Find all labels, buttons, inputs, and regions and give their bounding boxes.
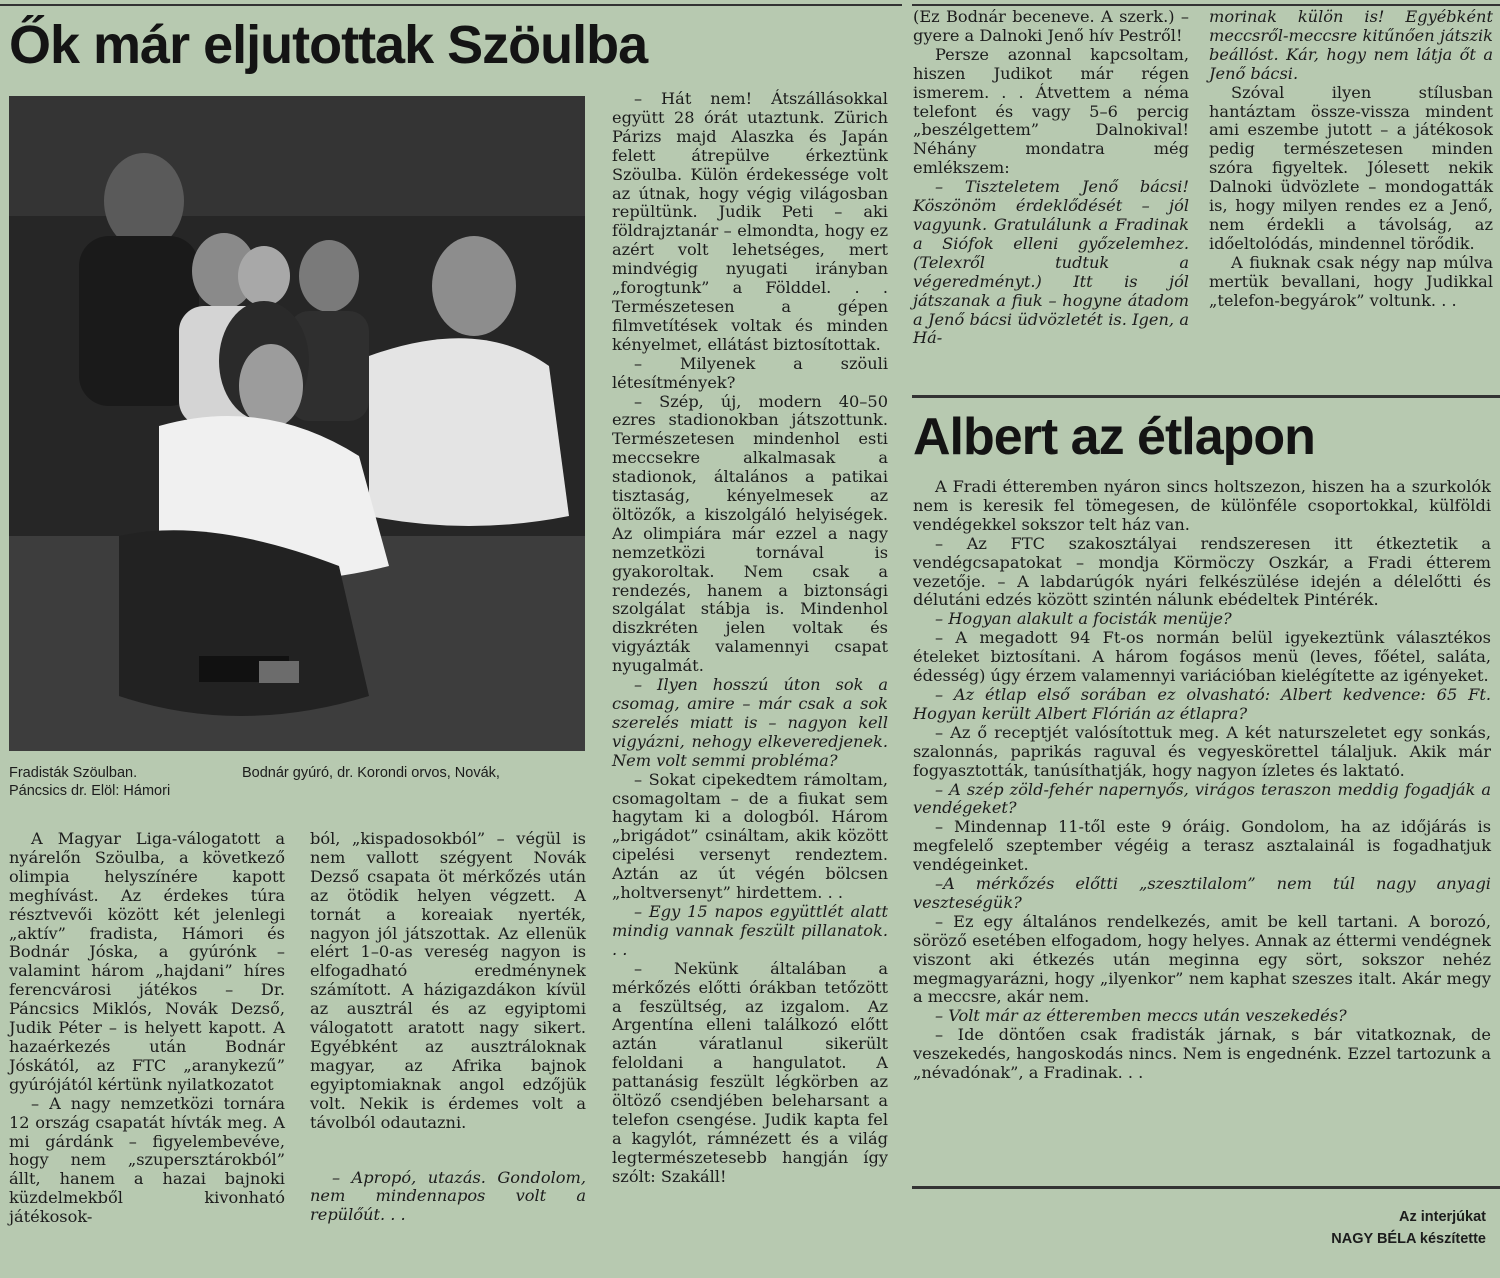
- paragraph: – A nagy nemzetközi tornára 12 ország csapatát hívták meg. A mi gárdánk – figyelembevéve, hogy nem „szupersztárokból” állt, hanem a hazai bajnoki küzdelmekből kivonható játékosok-: [9, 1093, 285, 1227]
- paragraph: – Ez egy általános rendelkezés, amit be kell tartani. A borozó, söröző esetében elfogadom, hogy helyes. Annak az éttermi vendégnek viszont aki étkezés után meginna egy sört, sokszor nehéz megmagyarázni, hogy „ilyenkor” nem kaphat szeszes italt. Akár megy a meccsre, akár nem.: [913, 911, 1491, 1007]
- paragraph: – A megadott 94 Ft-os normán belül igyekeztünk választékos ételeket biztosítani. A három fogásos menü (leves, főétel, saláta, édesség) úgy érzem valamennyi variációban kielégítette az igényeket.: [913, 628, 1491, 686]
- paragraph: – Az ő receptjét valósítottuk meg. A két naturszeletet egy sonkás, szalonnás, paprikás raguval és vegyeskörettel tálaljuk. Akik már fogyasztották, tanúsíthatják, hogy nagyon ízletes és laktató.: [913, 722, 1491, 780]
- photo-image: [9, 96, 585, 751]
- caption-line-1: Fradisták Szöulban.: [9, 765, 138, 781]
- article-column-4: [913, 8, 1189, 348]
- caption-line-2: Páncsics dr. Elöl: Hámori: [9, 783, 171, 799]
- paragraph: – Az FTC szakosztályai rendszeresen itt étkeztetik a vendégcsapatokat – mondja Körmöczy Oszkár, a Fradi étterem vezetője. – A labdarúgók nyári felkészülése idején a délelőtti és délutáni edzés között szintén nálunk ebédeltek Pintérék.: [913, 533, 1491, 610]
- paragraph: – Milyenek a szöuli létesítmények?: [612, 353, 888, 392]
- paragraph: Persze azonnal kapcsoltam, hiszen Judikot már régen ismerem. . . Átvettem a néma telefont és vagy 5–6 percig „beszélgettem” Dalnokival! Néhány mondatra még emlékszem:: [913, 44, 1189, 178]
- paragraph: – Sokat cipekedtem rámoltam, csomagoltam – de a fiukat sem hagytam ki a dologból. Három „brigádot” csináltam, akik között cipelési versenyt rendeztem. Aztán az út végén bölcsen „holtversenyt” hirdettem. . .: [612, 769, 888, 903]
- article-title-2: Albert az étlapon: [913, 408, 1315, 466]
- paragraph: –A mérkőzés előtti „szesztilalom” nem túl nagy anyagi veszteségük?: [913, 874, 1491, 912]
- paragraph: – Hát nem! Átszállásokkal együtt 28 órát utaztunk. Zürich Párizs majd Alaszka és Japán felett átrepülve érkeztünk Szöulba. Külön érdekessége volt az útnak, hogy végig világosban repültünk. Judik Peti – aki földrajztanár – elmondta, hogy ez azért volt lehetséges, mert mindvégig nyugati irányban „forogtunk” a Földdel. . . Természetesen a gépen filmvetítések voltak és minden kényelmet, ellátást biztosítottak.: [612, 89, 888, 354]
- top-rule-right: [912, 4, 1500, 6]
- paragraph: – A szép zöld-fehér napernyős, virágos teraszon meddig fogadják a vendégeket?: [913, 779, 1491, 818]
- paragraph: A Fradi étteremben nyáron sincs holtszezon, hiszen ha a szurkolók nem is keresik fel tömegesen, de különféle csoportokkal, külföldi vendégekkel sokszor telt ház van.: [913, 477, 1491, 534]
- paragraph: – Mindennap 11-től este 9 óráig. Gondolom, ha az időjárás is megfelelő szeptember végéig a terasz asztalainál is fogadhatjuk vendégeinket.: [913, 817, 1491, 875]
- paragraph: – Tiszteletem Jenő bácsi! Köszönöm érdeklődését – jól vagyunk. Gratulálunk a Fradinak a Siófok elleni győzelemhez. (Telexről tudtuk a végeredményt.) Itt is jól játszanak a fiuk – hogyne átadom a Jenő bácsi üdvözletét is. Igen, a Há-: [913, 177, 1189, 348]
- credit-line-1: Az interjúkat: [1398, 1209, 1486, 1225]
- top-rule-left: [0, 4, 902, 6]
- paragraph: A Magyar Liga-válogatott a nyárelőn Szöulba, a következő olimpia helyszínére kapott meghívást. Az érdekes túra résztvevői között két jelenlegi „aktív” fradista, Hámori és Bodnár Jóska, a gyúrónk – valamint három „hajdani” híres ferencvárosi játékos – Dr. Páncsics Miklós, Novák Dezső, Judik Péter – is helyett kapott. A hazaérkezés után Bodnár Jóskától, az FTC „aranykezű” gyúrójától kértünk nyilatkozatot: [9, 829, 285, 1094]
- paragraph: A fiuknak csak négy nap múlva mertük bevallani, hogy Judikkal „telefon-begyárok” voltunk. . .: [1209, 252, 1493, 310]
- paragraph: – Az étlap első sorában ez olvasható: Albert kedvence: 65 Ft. Hogyan került Albert Flórián az étlapra?: [913, 684, 1491, 723]
- article-2-body: [913, 478, 1491, 1083]
- paragraph: – Apropó, utazás. Gondolom, nem mindennapos volt a repülőút. . .: [310, 1167, 586, 1225]
- article-title: Ők már eljutottak Szöulba: [9, 15, 648, 75]
- article-column-3: [612, 90, 888, 1187]
- photo-caption-right: Bodnár gyúró, dr. Korondi orvos, Novák,: [242, 765, 500, 781]
- paragraph: – Volt már az étteremben meccs után veszekedés?: [935, 1006, 1347, 1026]
- paragraph: – Egy 15 napos együttlét alatt mindig vannak feszült pillanatok. . .: [612, 901, 888, 959]
- paragraph: – Ide döntően csak fradisták járnak, s bár vitatkoznak, de veszekedés, hangoskodás nincs. Nem is engednénk. Ezzel tartozunk a „névadónak”, a Fradinak. . .: [913, 1025, 1491, 1083]
- paragraph: Szóval ilyen stílusban hantáztam össze-vissza mindent ami eszembe jutott – a játékosok pedig természetesen minden szóra figyeltek. Jólesett nekik Dalnoki üdvözlete – mondogatták is, hogy milyen rendes ez a Jenő, nem érdekli a távolság, az időeltolódás, mindennel törődik.: [1209, 82, 1493, 253]
- paragraph: morinak külön is! Egyébként meccsről-meccsre kitűnően játszik beállóst. Kár, hogy nem látja őt a Jenő bácsi.: [1209, 7, 1493, 83]
- paragraph: – Hogyan alakult a focisták menüje?: [935, 609, 1232, 629]
- article-column-1: [9, 830, 285, 1227]
- photo-caption-left: [9, 764, 170, 800]
- paragraph: – Nekünk általában a mérkőzés előtti órákban tetőzött a feszültség, az izgalom. Az Argentína elleni találkozó előtt aztán váratlanul sikerült feloldani a hangulatot. A pattanásig feszült légkörben az öltöző csendjében beleharsant a telefon csengése. Judik kapta fel a kagylót, rámnézett és a világ legtermészetesebb hangján így szólt: Szakáll!: [612, 958, 888, 1186]
- paragraph: ból, „kispadosokból” – végül is nem vallott szégyent Novák Dezső csapata öt mérkőzés után az ötödik helyen végzett. A tornát a koreaiak nyerték, nagyon jól játszottak. Az ellenük elért 1–0-as vereség nagyon is elfogadható eredménynek számított. A házigazdákon kívül az ausztrál és az egyiptomi válogatott aratott nagy sikert. Egyébként az ausztráloknak magyar, az Afrika bajnok egyiptomiaknak angol edzőjük volt. Nekik is érdemes volt a távolból odautazni.: [310, 829, 586, 1132]
- paragraph: – Szép, új, modern 40–50 ezres stadionokban játszottunk. Természetesen mindenhol esti meccsekre alkalmasak a stadionok, általános a patikai tisztaság, kényelmesek az öltözők, a kiszolgáló helyiségek. Az olimpiára már ezzel a nagy nemzetközi tornával is gyakoroltak. Nem csak a rendezés, hanem a biztonsági szolgálat stábja is. Mindenhol diszkréten jelen voltak és vigyázták valamennyi csapat nyugalmát.: [612, 391, 888, 676]
- footer-rule: [912, 1186, 1500, 1189]
- article-column-2: [310, 830, 586, 1225]
- section-rule: [912, 395, 1500, 398]
- paragraph: – Ilyen hosszú úton sok a csomag, amire – már csak a sok szerelés miatt is – nagyon kell vigyázni, nehogy elkeveredjenek. Nem volt semmi probléma?: [612, 675, 888, 770]
- article-photo: [9, 96, 585, 751]
- credit-line-2: NAGY BÉLA készítette: [1331, 1231, 1486, 1247]
- article-column-5: [1209, 8, 1493, 311]
- paragraph: (Ez Bodnár beceneve. A szerk.) – gyere a Dalnoki Jenő hív Pestről!: [913, 7, 1189, 45]
- credit: [1331, 1206, 1486, 1250]
